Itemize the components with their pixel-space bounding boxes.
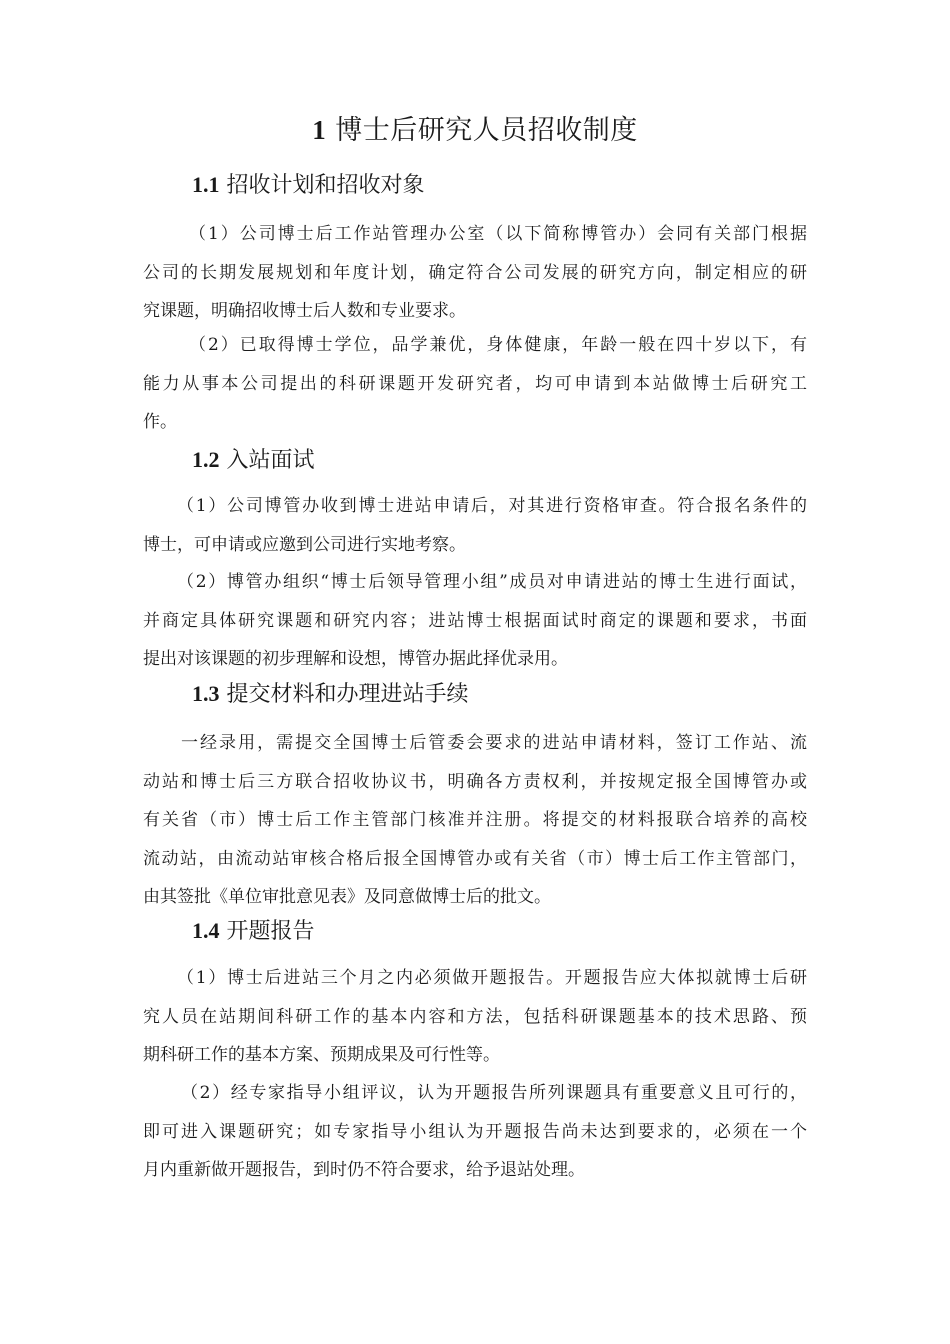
text-line: 究课题，明确招收博士后人数和专业要求。 [143, 301, 466, 321]
paragraph-1-1-2 [143, 326, 807, 442]
section-number: 1.4 [192, 918, 220, 943]
text-line: （1）公司博士后工作站管理办公室（以下简称博管办）会同有关部门根据 [189, 224, 807, 244]
text-line: （2）经专家指导小组评议，认为开题报告所列课题具有重要意义且可行的， [181, 1083, 807, 1103]
text-line: （2）博管办组织“博士后领导管理小组”成员对申请进站的博士生进行面试， [177, 572, 807, 592]
section-heading-1-3 [192, 678, 469, 711]
text-line: 能力从事本公司提出的科研课题开发研究者，均可申请到本站做博士后研究工 [143, 373, 807, 394]
section-number: 1.1 [192, 172, 220, 197]
text-line: 公司的长期发展规划和年度计划，确定符合公司发展的研究方向，制定相应的研 [143, 262, 807, 283]
section-heading-1-1 [192, 169, 425, 202]
text-line: 有关省（市）博士后工作主管部门核准并注册。将提交的材料报联合培养的高校 [143, 810, 807, 830]
paragraph-1-2-1 [143, 487, 807, 564]
text-line: 由其签批《单位审批意见表》及同意做博士后的批文。 [143, 887, 551, 907]
section-number: 1.2 [192, 447, 220, 472]
paragraph-1-1-1 [143, 215, 807, 331]
paragraph-1-3-1 [143, 724, 807, 917]
document-title-number: 1 [312, 115, 327, 145]
document-title-text: 博士后研究人员招收制度 [335, 115, 638, 146]
section-heading-1-4 [192, 915, 315, 948]
text-line: 月内重新做开题报告，到时仍不符合要求，给予退站处理。 [143, 1160, 585, 1180]
text-line: 提出对该课题的初步理解和设想，博管办据此择优录用。 [143, 649, 568, 669]
section-title: 招收计划和招收对象 [226, 173, 425, 198]
text-line: 博士，可申请或应邀到公司进行实地考察。 [143, 534, 466, 555]
paragraph-1-4-2 [143, 1074, 807, 1190]
document-title [0, 110, 950, 151]
text-line: 流动站，由流动站审核合格后报全国博管办或有关省（市）博士后工作主管部门， [143, 848, 807, 869]
section-title: 提交材料和办理进站手续 [226, 682, 469, 707]
text-line: 并商定具体研究课题和研究内容；进站博士根据面试时商定的课题和要求，书面 [143, 610, 807, 631]
text-line: （1）公司博管办收到博士进站申请后，对其进行资格审查。符合报名条件的 [177, 496, 807, 516]
text-line: 期科研工作的基本方案、预期成果及可行性等。 [143, 1045, 500, 1065]
section-number: 1.3 [192, 681, 220, 706]
paragraph-1-2-2 [143, 563, 807, 679]
text-line: （1）博士后进站三个月之内必须做开题报告。开题报告应大体拟就博士后研 [177, 968, 807, 988]
text-line: （2）已取得博士学位，品学兼优，身体健康，年龄一般在四十岁以下，有 [189, 335, 807, 355]
text-line: 一经录用，需提交全国博士后管委会要求的进站申请材料，签订工作站、流 [181, 733, 807, 753]
text-line: 即可进入课题研究；如专家指导小组认为开题报告尚未达到要求的，必须在一个 [143, 1121, 807, 1142]
text-line: 究人员在站期间科研工作的基本内容和方法，包括科研课题基本的技术思路、预 [143, 1006, 807, 1027]
paragraph-1-4-1 [143, 959, 807, 1075]
section-heading-1-2 [192, 444, 315, 477]
section-title: 入站面试 [226, 448, 315, 473]
text-line: 作。 [143, 412, 177, 432]
text-line: 动站和博士后三方联合招收协议书，明确各方责权利，并按规定报全国博管办或 [143, 771, 807, 792]
section-title: 开题报告 [226, 919, 315, 944]
